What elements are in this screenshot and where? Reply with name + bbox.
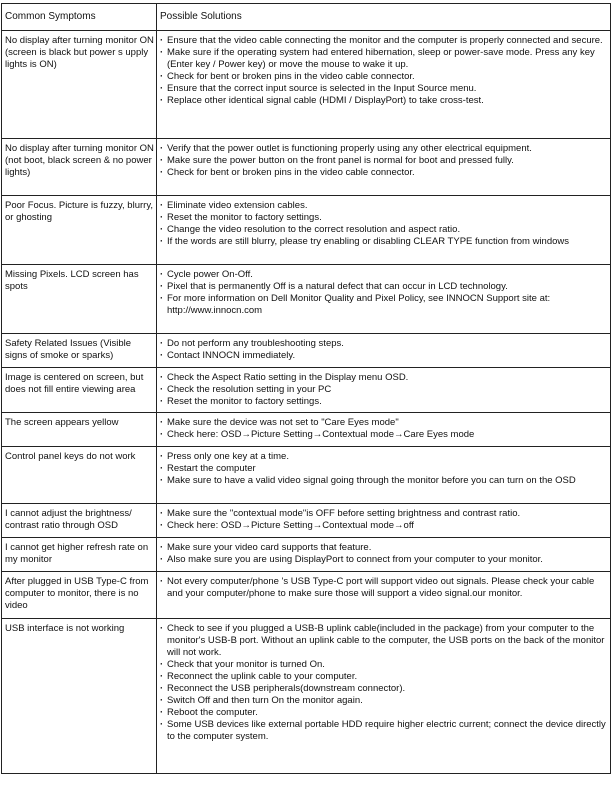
table-row (2, 538, 611, 572)
solution-item: · Press only one key at a time. (160, 451, 608, 463)
symptom-cell: No display after turning monitor ON (screen is black but power s upply lights is ON) (2, 31, 157, 139)
header-solutions: Possible Solutions (157, 4, 611, 31)
solution-item: · Contact INNOCN immediately. (160, 350, 608, 362)
header-symptoms: Common Symptoms (2, 4, 157, 31)
symptom-cell: Image is centered on screen, but does not fill entire viewing area (2, 368, 157, 413)
table-row (2, 447, 611, 504)
solutions-cell (157, 572, 611, 619)
solution-item: · Check the Aspect Ratio setting in the Display menu OSD. (160, 372, 608, 384)
solution-item: · Make sure to have a valid video signal going through the monitor before you can turn on the OSD (160, 475, 608, 487)
solutions-list (160, 372, 608, 408)
solution-item: · Check for bent or broken pins in the video cable connector. (160, 71, 608, 83)
solutions-cell (157, 368, 611, 413)
solutions-cell (157, 265, 611, 334)
table-row (2, 413, 611, 447)
symptom-cell: USB interface is not working (2, 619, 157, 774)
solutions-cell (157, 538, 611, 572)
table-body (2, 31, 611, 774)
solution-item: · Do not perform any troubleshooting steps. (160, 338, 608, 350)
solutions-cell (157, 334, 611, 368)
solutions-list (160, 338, 608, 362)
symptom-cell: Poor Focus. Picture is fuzzy, blurry, or ghosting (2, 196, 157, 265)
solutions-cell (157, 413, 611, 447)
table-row (2, 31, 611, 139)
solution-item: · Eliminate video extension cables. (160, 200, 608, 212)
table-row (2, 196, 611, 265)
solution-item: · Reboot the computer. (160, 707, 608, 719)
solutions-cell (157, 196, 611, 265)
solution-item: · Check here: OSD→Picture Setting→Contextual mode→off (160, 520, 608, 532)
solution-item: · Ensure that the video cable connecting the monitor and the computer is properly connected and secure. (160, 35, 608, 47)
symptom-cell: Missing Pixels. LCD screen has spots (2, 265, 157, 334)
solution-item: · Make sure your video card supports that feature. (160, 542, 608, 554)
solutions-list (160, 417, 608, 441)
table-row (2, 368, 611, 413)
symptom-cell: The screen appears yellow (2, 413, 157, 447)
solution-item: · Check that your monitor is turned On. (160, 659, 608, 671)
solutions-cell (157, 447, 611, 504)
solutions-list (160, 200, 608, 248)
solution-item: · If the words are still blurry, please try enabling or disabling CLEAR TYPE function from windows (160, 236, 608, 248)
solution-item: · Verify that the power outlet is functioning properly using any other electrical equipment. (160, 143, 608, 155)
solution-item: · Reconnect the uplink cable to your computer. (160, 671, 608, 683)
table-row (2, 504, 611, 538)
solution-item: · Reset the monitor to factory settings. (160, 396, 608, 408)
symptom-cell: After plugged in USB Type-C from computer to monitor, there is no video (2, 572, 157, 619)
table-header-row (2, 4, 611, 31)
solution-item: · Check for bent or broken pins in the video cable connector. (160, 167, 608, 179)
solutions-list (160, 508, 608, 532)
symptom-cell: Control panel keys do not work (2, 447, 157, 504)
solution-item: · Check here: OSD→Picture Setting→Contextual mode→Care Eyes mode (160, 429, 608, 441)
table-row (2, 572, 611, 619)
symptom-cell: No display after turning monitor ON (not boot, black screen & no power lights) (2, 139, 157, 196)
symptom-cell: Safety Related Issues (Visible signs of smoke or sparks) (2, 334, 157, 368)
solution-item: · Cycle power On-Off. (160, 269, 608, 281)
solutions-cell (157, 31, 611, 139)
solutions-list (160, 451, 608, 487)
solutions-list (160, 576, 608, 600)
symptom-cell: I cannot get higher refresh rate on my monitor (2, 538, 157, 572)
solution-item: · Pixel that is permanently Off is a natural defect that can occur in LCD technology. (160, 281, 608, 293)
solution-item: · Ensure that the correct input source is selected in the Input Source menu. (160, 83, 608, 95)
troubleshooting-table (1, 3, 611, 774)
solution-item: · Make sure the device was not set to "Care Eyes mode" (160, 417, 608, 429)
solution-item: · Some USB devices like external portable HDD require higher electric current; connect the device directly to the computer system. (160, 719, 608, 743)
solution-item: · Change the video resolution to the correct resolution and aspect ratio. (160, 224, 608, 236)
solution-item: · Make sure the power button on the front panel is normal for boot and pressed fully. (160, 155, 608, 167)
solution-item: · Also make sure you are using DisplayPort to connect from your computer to your monitor. (160, 554, 608, 566)
solutions-cell (157, 619, 611, 774)
solution-item: · Check the resolution setting in your PC (160, 384, 608, 396)
solution-item: · Make sure if the operating system had entered hibernation, sleep or power-save mode. Press any key (Enter key / Power key) or move the mouse to wake it up. (160, 47, 608, 71)
solution-item: · Replace other identical signal cable (HDMI / DisplayPort) to take cross-test. (160, 95, 608, 107)
table-row (2, 619, 611, 774)
solution-item: · Check to see if you plugged a USB-B uplink cable(included in the package) from your computer to the monitor's USB-B port. Without an uplink cable to the computer, the USB ports on the back of the monitor will not work. (160, 623, 608, 659)
solution-item: · Make sure the "contextual mode"is OFF before setting brightness and contrast ratio. (160, 508, 608, 520)
solutions-list (160, 623, 608, 743)
table-row (2, 334, 611, 368)
table-row (2, 265, 611, 334)
solution-item: · Reconnect the USB peripherals(downstream connector). (160, 683, 608, 695)
solution-item: · Not every computer/phone 's USB Type-C port will support video out signals. Please check your cable and your computer/phone to make sure those will support a video signal.our monitor. (160, 576, 608, 600)
solution-item: · Restart the computer (160, 463, 608, 475)
solutions-cell (157, 504, 611, 538)
solutions-cell (157, 139, 611, 196)
table-row (2, 139, 611, 196)
solutions-list (160, 35, 608, 107)
solution-item: · Switch Off and then turn On the monitor again. (160, 695, 608, 707)
symptom-cell: I cannot adjust the brightness/ contrast ratio through OSD (2, 504, 157, 538)
solutions-list (160, 542, 608, 566)
solution-item: · Reset the monitor to factory settings. (160, 212, 608, 224)
solution-item: · For more information on Dell Monitor Quality and Pixel Policy, see INNOCN Support site at: http://www.innocn.com (160, 293, 608, 317)
solutions-list (160, 269, 608, 317)
solutions-list (160, 143, 608, 179)
